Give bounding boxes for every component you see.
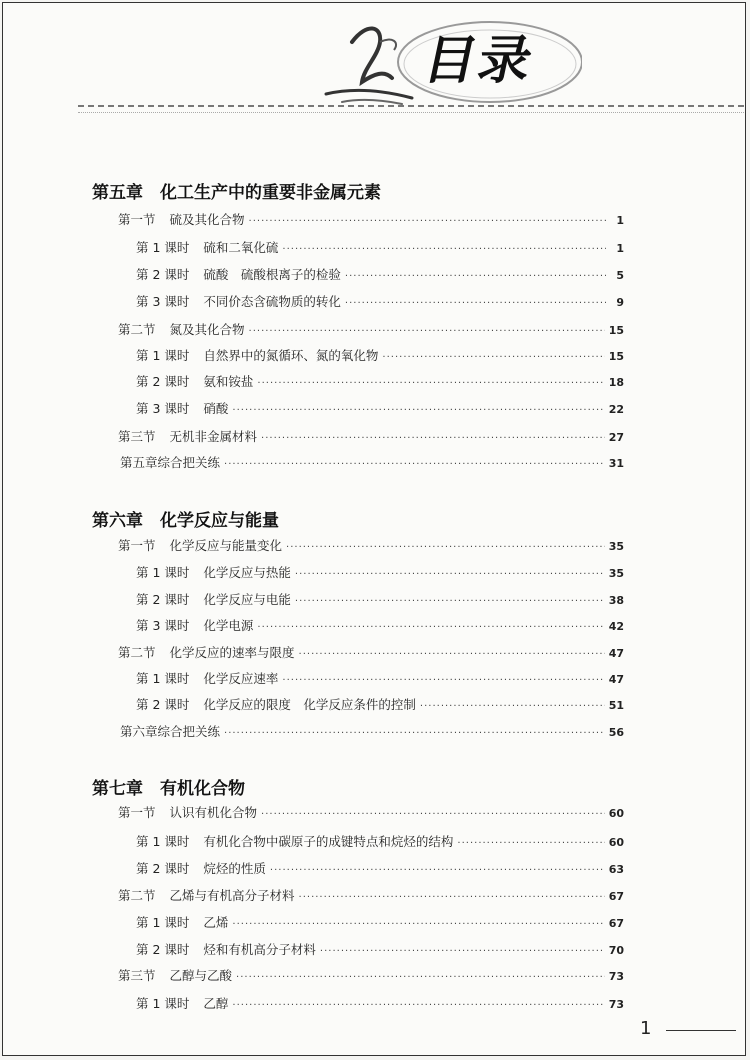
section-title: 认识有机化合物: [169, 805, 258, 820]
dot-leader: [249, 216, 606, 227]
toc-entry[interactable]: [118, 427, 624, 445]
page-ref: 31: [608, 457, 624, 470]
section-number: 第二节: [118, 322, 156, 337]
toc-entry[interactable]: [120, 453, 624, 471]
page-ref: 42: [608, 620, 624, 633]
section-title: 无机非金属材料: [169, 429, 258, 444]
lesson-number: 第 1 课时: [136, 996, 190, 1011]
toc-entry[interactable]: [120, 722, 624, 740]
page-ref: 1: [616, 214, 624, 227]
page-ref: 47: [608, 647, 624, 660]
dot-leader: [270, 865, 605, 876]
section-number: 第一节: [118, 538, 156, 553]
dot-leader: [299, 892, 605, 903]
lesson-number: 第 2 课时: [136, 374, 190, 389]
dot-leader: [299, 649, 605, 660]
toc-entry[interactable]: [136, 399, 624, 417]
lesson-number: 第 1 课时: [136, 671, 190, 686]
page-number: 1: [640, 1018, 652, 1039]
lesson-title: 硝酸: [203, 401, 229, 416]
page-ref: 35: [608, 567, 624, 580]
lesson-title: 硫酸 硫酸根离子的检验: [203, 267, 341, 282]
page-ref: 15: [608, 324, 624, 337]
dot-leader: [257, 622, 604, 633]
dot-leader: [345, 298, 606, 309]
page-ref: 35: [608, 540, 624, 553]
dot-leader: [232, 405, 604, 416]
page-ref: 9: [616, 296, 624, 309]
header-divider-dotted: [78, 112, 744, 113]
lesson-title: 化学反应与热能: [203, 565, 291, 580]
toc-entry[interactable]: [136, 695, 624, 713]
page-ref: 5: [616, 269, 624, 282]
section-title: 乙烯与有机高分子材料: [169, 888, 295, 903]
toc-entry[interactable]: [136, 292, 624, 310]
lesson-number: 第 3 课时: [136, 294, 190, 309]
toc-entry[interactable]: [118, 803, 624, 821]
page-ref: 60: [608, 836, 624, 849]
toc-entry[interactable]: [136, 265, 624, 283]
page-ref: 56: [608, 726, 624, 739]
toc-entry[interactable]: [136, 372, 624, 390]
page-ref: 60: [608, 807, 624, 820]
lesson-number: 第 2 课时: [136, 592, 190, 607]
section-number: 第一节: [118, 212, 156, 227]
section-number: 第三节: [118, 429, 156, 444]
toc-entry[interactable]: [136, 859, 624, 877]
lesson-title: 硫和二氧化硫: [203, 240, 279, 255]
dot-leader: [224, 728, 605, 739]
lesson-number: 第 1 课时: [136, 565, 190, 580]
dot-leader: [457, 838, 604, 849]
dot-leader: [236, 972, 605, 983]
dot-leader: [382, 352, 604, 363]
lesson-title: 有机化合物中碳原子的成键特点和烷烃的结构: [203, 834, 454, 849]
lesson-number: 第 2 课时: [136, 697, 190, 712]
page-ref: 38: [608, 594, 624, 607]
section-title: 乙醇与乙酸: [169, 968, 233, 983]
lesson-number: 第 1 课时: [136, 348, 190, 363]
lesson-title: 烃和有机高分子材料: [203, 942, 316, 957]
lesson-number: 第 1 课时: [136, 834, 190, 849]
dot-leader: [286, 542, 605, 553]
dot-leader: [295, 596, 605, 607]
toc-entry[interactable]: [118, 210, 624, 228]
toc-entry[interactable]: [136, 563, 624, 581]
toc-entry[interactable]: [136, 238, 624, 256]
section-title: 化学反应与能量变化: [169, 538, 283, 553]
section-number: 第二节: [118, 888, 156, 903]
lesson-number: 第 2 课时: [136, 861, 190, 876]
lesson-number: 第 3 课时: [136, 401, 190, 416]
toc-entry[interactable]: [118, 966, 624, 984]
lesson-number: 第 2 课时: [136, 942, 190, 957]
dot-leader: [232, 1000, 604, 1011]
lesson-number: 第 3 课时: [136, 618, 190, 633]
lesson-title: 化学电源: [203, 618, 254, 633]
lesson-number: 第 2 课时: [136, 267, 190, 282]
toc-entry[interactable]: [136, 832, 624, 850]
page-ref: 73: [608, 998, 624, 1011]
page-ref: 1: [616, 242, 624, 255]
dot-leader: [257, 378, 604, 389]
toc-entry[interactable]: [136, 590, 624, 608]
dot-leader: [224, 459, 605, 470]
lesson-title: 烷烃的性质: [203, 861, 266, 876]
page-ref: 63: [608, 863, 624, 876]
dot-leader: [249, 326, 605, 337]
chapter-heading: 第六章 化学反应与能量: [92, 511, 279, 531]
page-ref: 73: [608, 970, 624, 983]
lesson-number: 第 1 课时: [136, 240, 190, 255]
lesson-title: 氨和铵盐: [203, 374, 254, 389]
toc-entry[interactable]: [136, 913, 624, 931]
page-ref: 27: [608, 431, 624, 444]
page-ref: 51: [608, 699, 624, 712]
dot-leader: [295, 569, 605, 580]
page-ref: 70: [608, 944, 624, 957]
page-ref: 67: [608, 890, 624, 903]
review-title: 第五章综合把关练: [120, 455, 221, 470]
toc-entry[interactable]: [136, 994, 624, 1012]
lesson-title: 乙烯: [203, 915, 229, 930]
dot-leader: [261, 809, 605, 820]
dot-leader: [282, 244, 606, 255]
toc-entry[interactable]: [136, 940, 624, 958]
dot-leader: [320, 946, 605, 957]
section-title: 化学反应的速率与限度: [169, 645, 295, 660]
chapter-heading: 第七章 有机化合物: [92, 779, 245, 799]
page-title: 目录: [418, 31, 540, 91]
review-title: 第六章综合把关练: [120, 724, 221, 739]
section-number: 第一节: [118, 805, 156, 820]
page-ref: 18: [608, 376, 624, 389]
section-number: 第二节: [118, 645, 156, 660]
toc-entry[interactable]: [118, 643, 624, 661]
dot-leader: [282, 675, 604, 686]
toc-entry[interactable]: [118, 536, 624, 554]
page-ref: 22: [608, 403, 624, 416]
lesson-title: 不同价态含硫物质的转化: [203, 294, 341, 309]
lesson-title: 乙醇: [203, 996, 229, 1011]
toc-entry[interactable]: [136, 669, 624, 687]
dot-leader: [261, 433, 605, 444]
lesson-title: 化学反应速率: [203, 671, 279, 686]
chapter-heading: 第五章 化工生产中的重要非金属元素: [92, 183, 381, 203]
section-number: 第三节: [118, 968, 156, 983]
dot-leader: [345, 271, 606, 282]
page-ref: 67: [608, 917, 624, 930]
lesson-number: 第 1 课时: [136, 915, 190, 930]
lesson-title: 化学反应与电能: [203, 592, 291, 607]
toc-entry[interactable]: [118, 886, 624, 904]
section-title: 硫及其化合物: [169, 212, 245, 227]
header-divider: [78, 105, 744, 107]
page-ref: 15: [608, 350, 624, 363]
dot-leader: [420, 701, 605, 712]
dot-leader: [232, 919, 604, 930]
footer-rule: [666, 1030, 736, 1031]
section-title: 氮及其化合物: [169, 322, 245, 337]
toc-entry[interactable]: [136, 616, 624, 634]
toc-entry[interactable]: [118, 320, 624, 338]
toc-entry[interactable]: [136, 346, 624, 364]
page-ref: 47: [608, 673, 624, 686]
lesson-title: 化学反应的限度 化学反应条件的控制: [203, 697, 416, 712]
lesson-title: 自然界中的氮循环、氮的氧化物: [203, 348, 379, 363]
